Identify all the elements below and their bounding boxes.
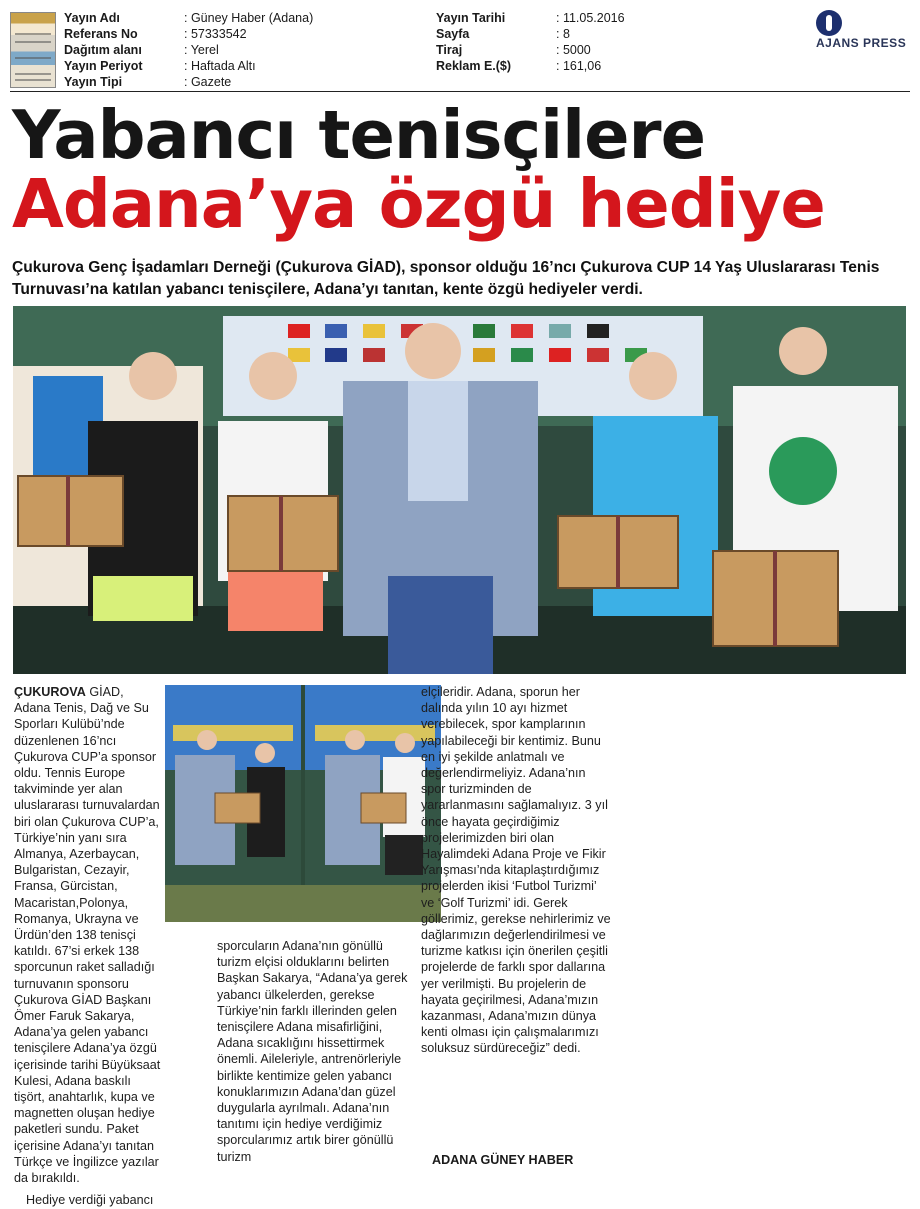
ajans-press-logo xyxy=(812,10,912,50)
meta-value: : Yerel xyxy=(184,43,219,57)
article-body-text: GİAD, Adana Tenis, Dağ ve Su Sporları Kulübü’nde düzenlenen 16’ncı Çukurova CUP’a sponsor oldu. Tennis Europe takviminde yer alan uluslararası turnuvalardan biri olan Çukurova CUP’a, Türkiye’nin yanı sıra Almanya, Azerbaycan, Bulgaristan, Cezayir, Fransa, Gürcistan, Macaristan,Polonya, Romanya, Ukrayna ve Ürdün’den 138 tenisçi katıldı. 67’si erkek 138 sporcunun raket salladığı turnuvanın sponsoru Çukurova GİAD Başkanı Ömer Faruk Sakarya, Adana’ya gelen yabancı tenisçilere Adana’ya özgü içerisinde tarihi Büyüksaat Kulesi, Adana baskılı tişört, anahtarlık, kupa ve magnetten oluşan hediye paketleri sundu. Paket içerisine Adana’yı tanıtan Türkçe ve İngilizce yazılar da bırakıldı. xyxy=(14,685,161,1186)
publication-meta-right xyxy=(436,10,625,74)
meta-value: : 5000 xyxy=(556,43,591,57)
meta-value: : Güney Haber (Adana) xyxy=(184,11,314,25)
meta-value: : 57333542 xyxy=(184,27,247,41)
meta-key: Dağıtım alanı xyxy=(64,43,142,57)
article-byline: ADANA GÜNEY HABER xyxy=(432,1153,574,1167)
meta-key: Yayın Tarihi xyxy=(436,11,506,25)
meta-value: : 161,06 xyxy=(556,59,602,73)
meta-key: Referans No xyxy=(64,27,138,41)
meta-value: : 11.05.2016 xyxy=(556,11,625,25)
header-divider xyxy=(10,91,910,92)
meta-key: Tiraj xyxy=(436,43,463,57)
headline-line-2: Adana’ya özgü hediye xyxy=(12,165,825,243)
article-column-1 xyxy=(14,684,162,1209)
main-photo xyxy=(13,306,906,674)
article-lead: Çukurova Genç İşadamları Derneği (Çukurova GİAD), sponsor olduğu 16’ncı Çukurova CUP 14 Yaş Uluslararası Tenis Turnuvası’na katılan yabancı tenisçilere, Adana’yı tanıtan, kente özgü hediyeler verdi. xyxy=(12,259,880,298)
logo-text: AJANS PRESS xyxy=(816,36,907,50)
meta-value: : Haftada Altı xyxy=(184,59,256,73)
article-body-tail: Hediye verdiği yabancı xyxy=(26,1193,154,1208)
article-lead-in: ÇUKUROVA xyxy=(14,685,86,699)
meta-value: : Gazete xyxy=(184,75,232,89)
meta-key: Yayın Periyot xyxy=(64,59,143,73)
meta-key: Yayın Tipi xyxy=(64,75,123,89)
headline-line-1: Yabancı tenisçilere xyxy=(12,96,706,174)
article-body-text: elçileridir. Adana, sporun her dalında yılın 10 ayı hizmet verebilecek, spor kamplarının yapılabileceği bir kentimiz. Bunu en iyi şekilde anlatmalı ve değerlendirmeliyiz. Adana’nın spor turizminden de yararlanmasını sağlamalıyız. 3 yıl önce hayata geçirdiğimiz projelerimizden biri olan Hayalimdeki Adana Proje ve Fikir Yarışması’nda kitaplaştırdığımız projelerden ikisi ‘Futbol Turizmi’ ve ‘Golf Turizmi’ idi. Gerek göllerimiz, gerekse nehirlerimiz ve dağlarımızın değerlendirilmesi ve turizme katkısı için önerilen çeşitli projelerde de farklı spor dallarına yer verilmişti. Bu projelerin de hayata geçirilmesi, Adana’mızın kazanması, Adana’mızın dünya kenti olması için çalışmalarımızı soluksuz sürdüreceğiz” dedi. xyxy=(421,685,611,1056)
meta-key: Sayfa xyxy=(436,27,470,41)
newspaper-thumbnail xyxy=(10,12,56,88)
article-body-text: sporcuların Adana’nın gönüllü turizm elçisi olduklarını belirten Başkan Sakarya, “Adana’ya gerek yabancı ülkelerden, gerekse Türkiye’nin farklı illerinden gelen tenisçilere Adana misafirliğini, Adana sıcaklığını hissettirmek önemli. Aileleriyle, antrenörleriyle birlikte kentimize gelen yabancı konuklarımızın Adana’dan güzel duygularla ayrılmalı. Adana’nın tanıtımı için hediye verdiğimiz sporcularımız artık birer gönüllü turizm xyxy=(217,939,408,1164)
meta-key: Reklam E.($) xyxy=(436,59,512,73)
article-column-2 xyxy=(217,938,409,1165)
secondary-photo xyxy=(165,685,441,922)
meta-value: : 8 xyxy=(556,27,570,41)
ajans-press-logo-icon xyxy=(816,10,842,36)
article-column-3 xyxy=(421,684,611,1057)
meta-key: Yayın Adı xyxy=(64,11,120,25)
publication-meta-left xyxy=(64,10,313,90)
